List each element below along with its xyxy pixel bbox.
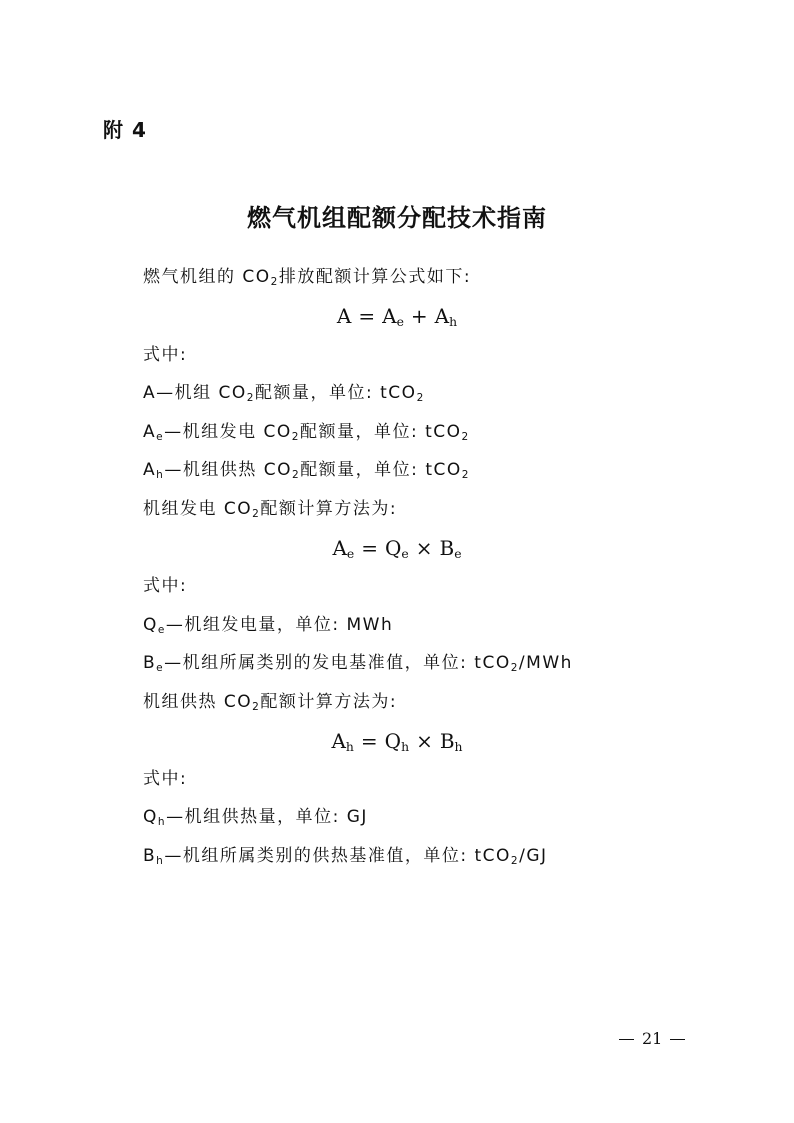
definition-be [143, 651, 573, 675]
page-number-right-dash [670, 1039, 685, 1040]
formula-total-a-subscript: e [396, 314, 404, 330]
formula-heat-q-subscript: h [401, 739, 410, 755]
power-method-co2-subscript: 2 [252, 507, 261, 520]
definition-bh-unit-tail: /GJ [519, 846, 548, 866]
formula-heat-lhs: A [331, 729, 346, 753]
page-title: 燃气机组配额分配技术指南 [247, 204, 547, 233]
heat-method-co2-subscript: 2 [252, 700, 261, 713]
definition-ae-co2-subscript: 2 [291, 430, 300, 443]
formula-total-lhs: A [336, 304, 352, 328]
definition-ah-co2-subscript: 2 [291, 468, 301, 481]
heat-method-suffix: 配额计算方法为: [260, 692, 398, 712]
formula-power-q: Q [385, 536, 402, 560]
definition-be-subscript: e [156, 661, 165, 674]
page-number: 21 [642, 1029, 663, 1048]
definition-bh-unit-subscript: 2 [510, 854, 520, 867]
definition-qh [143, 805, 368, 829]
power-method-line [143, 497, 397, 521]
definition-bh-text: —机组所属类别的供热基准值，单位: tCO [164, 846, 511, 866]
formula-power-b: B [439, 536, 455, 560]
formula-power-lhs-subscript: e [346, 546, 355, 562]
page-number-footer [611, 1028, 691, 1050]
definition-ae-text-after: 配额量，单位: tCO [299, 422, 462, 442]
definition-qe-subscript: e [157, 623, 166, 636]
definition-ah-text: —机组供热 CO [164, 460, 292, 480]
definition-qh-symbol: Q [143, 807, 158, 827]
where-label-1: 式中: [143, 345, 188, 365]
where-label-3: 式中: [143, 769, 188, 789]
definition-ah-subscript: h [156, 468, 165, 481]
definition-be-unit-tail: /MWh [518, 653, 573, 673]
intro-line [143, 265, 471, 289]
definition-qh-subscript: h [157, 815, 167, 828]
definition-ae-subscript: e [156, 430, 165, 443]
formula-total-equals: = [358, 304, 376, 328]
formula-heat-equals: = [360, 729, 378, 753]
formula-power-equals: = [361, 536, 378, 560]
definition-ae-text: —机组发电 CO [164, 422, 292, 442]
total-allocation-formula [0, 304, 794, 328]
heat-method-prefix: 机组供热 CO [143, 692, 253, 712]
definition-bh-symbol: B [143, 846, 157, 866]
formula-power-times: × [415, 536, 433, 560]
definition-qe-symbol: Q [143, 615, 158, 635]
intro-prefix: 燃气机组的 CO [143, 267, 271, 287]
formula-heat-b-subscript: h [454, 739, 463, 755]
definition-qh-text: —机组供热量，单位: GJ [166, 807, 368, 827]
definition-a-text: —机组 CO [156, 383, 247, 403]
formula-power-q-subscript: e [401, 546, 409, 562]
where-label-2: 式中: [143, 576, 188, 596]
definition-a [143, 381, 425, 405]
formula-total-a-base: A [382, 304, 397, 328]
definition-ae [143, 420, 470, 444]
definition-ah-text-after: 配额量，单位: tCO [300, 460, 462, 480]
power-method-suffix: 配额计算方法为: [260, 499, 398, 519]
intro-co2-subscript: 2 [270, 275, 279, 288]
formula-total-plus: + [410, 304, 428, 328]
definition-bh [143, 844, 548, 868]
formula-power-b-subscript: e [454, 546, 462, 562]
definition-ah-unit-subscript: 2 [461, 468, 470, 481]
formula-total-b-subscript: h [449, 314, 458, 330]
formula-heat-q: Q [384, 729, 402, 753]
formula-heat-b: B [439, 729, 455, 753]
definition-a-symbol: A [143, 383, 157, 403]
heat-allocation-formula [0, 729, 794, 753]
annex-label: 附 4 [103, 118, 147, 142]
intro-suffix: 排放配额计算公式如下: [278, 267, 472, 287]
definition-qe [143, 613, 393, 637]
definition-ae-symbol: A [143, 422, 157, 442]
definition-ae-unit-subscript: 2 [461, 430, 470, 443]
definition-a-co2-subscript: 2 [246, 391, 255, 404]
formula-power-lhs: A [332, 536, 347, 560]
power-allocation-formula [0, 536, 794, 560]
heat-method-line [143, 690, 397, 714]
definition-a-text-after: 配额量，单位: tCO [255, 383, 417, 403]
power-method-prefix: 机组发电 CO [143, 499, 253, 519]
definition-be-text: —机组所属类别的发电基准值，单位: tCO [164, 653, 511, 673]
formula-heat-lhs-subscript: h [345, 739, 354, 755]
definition-be-unit-subscript: 2 [510, 661, 519, 674]
definition-ah [143, 458, 470, 482]
definition-be-symbol: B [143, 653, 157, 673]
formula-total-b-base: A [434, 304, 450, 328]
definition-a-unit-subscript: 2 [416, 391, 425, 404]
definition-qe-text: —机组发电量，单位: MWh [165, 615, 394, 635]
page-number-left-dash [619, 1039, 634, 1040]
formula-heat-times: × [416, 729, 433, 753]
definition-ah-symbol: A [143, 460, 157, 480]
definition-bh-subscript: h [156, 854, 165, 867]
